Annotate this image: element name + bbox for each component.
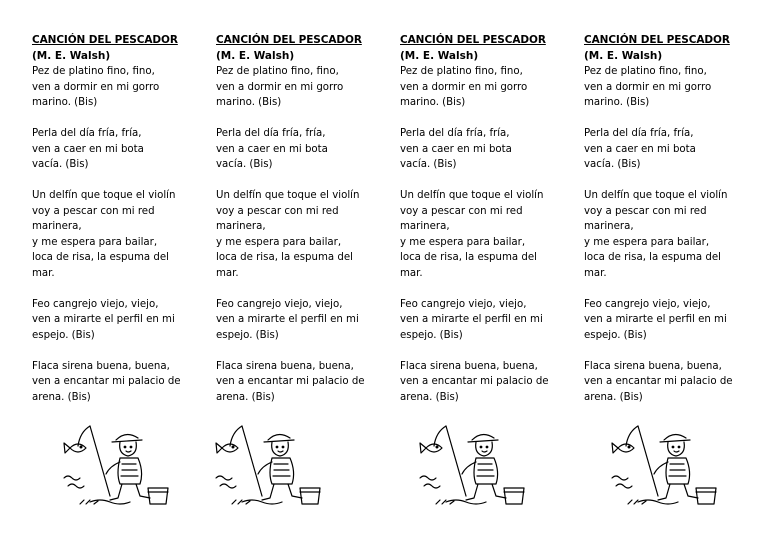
song-lyrics [216, 64, 386, 405]
lyric-line: loca de risa, la espuma del [400, 252, 537, 263]
lyric-line: voy a pescar con mi red [32, 205, 155, 217]
song-author: (M. E. Walsh) [584, 49, 663, 62]
song-copy [216, 33, 386, 421]
song-stanza [400, 126, 570, 173]
song-copy [32, 33, 202, 421]
lyric-line: Un delfín que toque el violín [32, 190, 176, 201]
lyric-line: y me espera para bailar, [584, 236, 710, 248]
lyric-line: Perla del día fría, fría, [400, 128, 510, 139]
lyric-line: ven a caer en mi bota [216, 143, 328, 155]
lyric-line: arena. (Bis) [584, 391, 643, 403]
lyric-line: ven a encantar mi palacio de [400, 376, 549, 387]
lyric-line: espejo. (Bis) [584, 329, 647, 341]
lyric-line: Perla del día fría, fría, [216, 128, 326, 139]
lyric-line: ven a mirarte el perfil en mi [400, 314, 543, 325]
lyric-line: ven a dormir en mi gorro [584, 81, 712, 93]
song-stanza [584, 64, 754, 111]
song-stanza [584, 359, 754, 406]
song-stanza [584, 297, 754, 344]
lyric-line: marino. (Bis) [584, 97, 650, 108]
lyric-line: marino. (Bis) [216, 97, 282, 108]
song-stanza [216, 359, 386, 406]
lyric-line: marinera, [216, 221, 266, 232]
lyric-line: Perla del día fría, fría, [584, 128, 694, 139]
lyric-line: mar. [584, 267, 607, 279]
song-stanza [400, 297, 570, 344]
lyric-line: Un delfín que toque el violín [216, 190, 360, 201]
lyric-line: Perla del día fría, fría, [32, 128, 142, 139]
song-stanza [216, 64, 386, 111]
lyric-line: Feo cangrejo viejo, viejo, [216, 298, 343, 310]
fisherman-icon [60, 418, 180, 506]
lyric-line: Un delfín que toque el violín [584, 190, 728, 201]
lyric-line: ven a caer en mi bota [584, 143, 696, 155]
fisherman-icon [212, 418, 332, 506]
song-copy [400, 33, 570, 421]
song-title: CANCIÓN DEL PESCADOR [216, 34, 362, 46]
song-stanza [32, 126, 202, 173]
song-author: (M. E. Walsh) [400, 49, 479, 62]
lyric-line: ven a mirarte el perfil en mi [584, 314, 727, 325]
lyric-line: marino. (Bis) [32, 97, 98, 108]
lyric-line: Pez de platino fino, fino, [32, 66, 155, 77]
lyric-line: ven a dormir en mi gorro [400, 81, 528, 93]
song-stanza [400, 64, 570, 111]
lyric-line: marino. (Bis) [400, 97, 466, 108]
song-stanza [216, 188, 386, 281]
lyric-line: ven a caer en mi bota [400, 143, 512, 155]
lyric-line: ven a dormir en mi gorro [32, 81, 160, 93]
lyric-line: ven a mirarte el perfil en mi [32, 314, 175, 325]
lyric-line: Un delfín que toque el violín [400, 190, 544, 201]
lyric-line: mar. [400, 267, 423, 279]
lyric-line: espejo. (Bis) [216, 329, 279, 341]
lyric-line: voy a pescar con mi red [216, 205, 339, 217]
lyric-line: vacía. (Bis) [32, 159, 89, 170]
lyric-line: ven a caer en mi bota [32, 143, 144, 155]
lyric-line: loca de risa, la espuma del [216, 252, 353, 263]
song-title: CANCIÓN DEL PESCADOR [584, 34, 730, 46]
lyric-line: Pez de platino fino, fino, [216, 66, 339, 77]
lyric-line: vacía. (Bis) [400, 159, 457, 170]
song-stanza [32, 359, 202, 406]
lyric-line: ven a encantar mi palacio de [32, 376, 181, 387]
lyric-line: y me espera para bailar, [400, 236, 526, 248]
song-stanza [400, 188, 570, 281]
lyric-line: Pez de platino fino, fino, [584, 66, 707, 77]
lyric-line: Feo cangrejo viejo, viejo, [584, 298, 711, 310]
lyric-line: vacía. (Bis) [584, 159, 641, 170]
song-author: (M. E. Walsh) [32, 49, 111, 62]
lyric-line: loca de risa, la espuma del [584, 252, 721, 263]
lyric-line: Flaca sirena buena, buena, [584, 360, 722, 372]
song-stanza [584, 126, 754, 173]
song-stanza [216, 297, 386, 344]
lyric-line: Feo cangrejo viejo, viejo, [400, 298, 527, 310]
lyric-line: Feo cangrejo viejo, viejo, [32, 298, 159, 310]
fisherman-icon [416, 418, 536, 506]
lyric-line: ven a mirarte el perfil en mi [216, 314, 359, 325]
lyric-line: Flaca sirena buena, buena, [216, 360, 354, 372]
lyric-line: mar. [32, 267, 55, 279]
lyric-line: espejo. (Bis) [400, 329, 463, 341]
song-stanza [584, 188, 754, 281]
song-stanza [32, 188, 202, 281]
song-stanza [32, 64, 202, 111]
song-lyrics [32, 64, 202, 405]
lyric-line: mar. [216, 267, 239, 279]
lyric-line: ven a dormir en mi gorro [216, 81, 344, 93]
song-lyrics [584, 64, 754, 405]
lyric-line: marinera, [584, 221, 634, 232]
lyric-line: loca de risa, la espuma del [32, 252, 169, 263]
song-title: CANCIÓN DEL PESCADOR [400, 34, 546, 46]
lyric-line: y me espera para bailar, [32, 236, 158, 248]
lyric-line: marinera, [32, 221, 82, 232]
lyric-line: marinera, [400, 221, 450, 232]
song-stanza [400, 359, 570, 406]
song-stanza [32, 297, 202, 344]
lyric-line: arena. (Bis) [32, 391, 91, 403]
lyric-line: arena. (Bis) [400, 391, 459, 403]
lyric-line: arena. (Bis) [216, 391, 275, 403]
lyric-line: voy a pescar con mi red [400, 205, 523, 217]
lyric-line: Flaca sirena buena, buena, [400, 360, 538, 372]
lyric-line: espejo. (Bis) [32, 329, 95, 341]
lyric-line: ven a encantar mi palacio de [584, 376, 733, 387]
lyric-line: Flaca sirena buena, buena, [32, 360, 170, 372]
song-lyrics [400, 64, 570, 405]
song-title: CANCIÓN DEL PESCADOR [32, 34, 178, 46]
fisherman-icon [608, 418, 728, 506]
song-author: (M. E. Walsh) [216, 49, 295, 62]
song-stanza [216, 126, 386, 173]
song-copy [584, 33, 754, 421]
lyric-line: voy a pescar con mi red [584, 205, 707, 217]
lyric-line: vacía. (Bis) [216, 159, 273, 170]
lyric-line: y me espera para bailar, [216, 236, 342, 248]
lyric-line: ven a encantar mi palacio de [216, 376, 365, 387]
lyric-line: Pez de platino fino, fino, [400, 66, 523, 77]
